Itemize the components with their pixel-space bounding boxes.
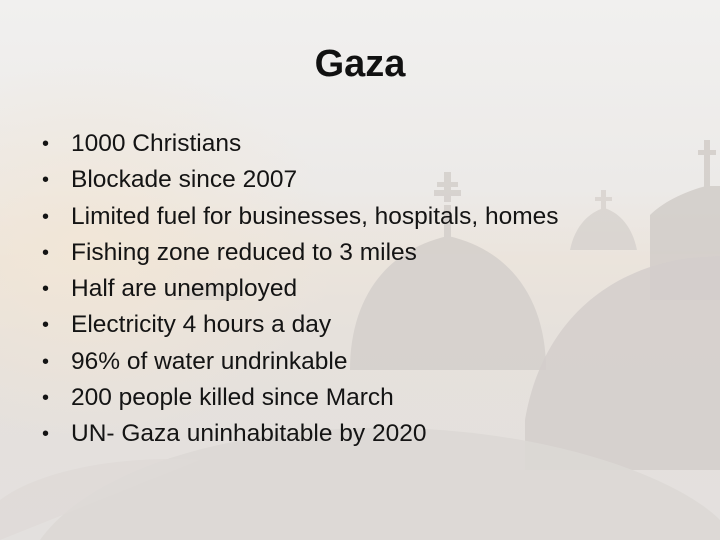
bullet-item [42, 380, 702, 416]
bullet-item [42, 199, 702, 235]
bullet-text: Electricity 4 hours a day [71, 311, 332, 339]
bullet-dot-icon: • [42, 205, 50, 228]
bullet-text: 96% of water undrinkable [71, 347, 348, 375]
slide-title: Gaza [314, 43, 406, 85]
bullet-item [42, 162, 702, 198]
bullet-dot-icon: • [42, 241, 50, 264]
bullet-dot-icon: • [42, 133, 50, 155]
bullet-item [42, 271, 702, 307]
bullet-dot-icon: • [42, 387, 50, 410]
bullet-item [42, 416, 702, 452]
bullet-text: Blockade since 2007 [71, 166, 298, 194]
bullet-text: Fishing zone reduced to 3 miles [71, 238, 417, 266]
bullet-text: 1000 Christians [71, 130, 242, 157]
bullet-item [42, 126, 702, 162]
bullet-text: Half are unemployed [71, 275, 298, 303]
bullet-dot-icon: • [42, 423, 50, 446]
bullet-text: Limited fuel for businesses, hospitals, homes [71, 202, 559, 230]
bullet-item [42, 235, 702, 271]
bullet-text: 200 people killed since March [71, 384, 394, 412]
bullet-list [42, 126, 702, 453]
bullet-item [42, 307, 702, 343]
bullet-dot-icon: • [42, 169, 50, 192]
bullet-dot-icon: • [42, 314, 50, 337]
bullet-dot-icon: • [42, 350, 50, 373]
bullet-text: UN- Gaza uninhabitable by 2020 [71, 420, 427, 448]
bullet-item [42, 344, 702, 380]
bullet-dot-icon: • [42, 278, 50, 301]
